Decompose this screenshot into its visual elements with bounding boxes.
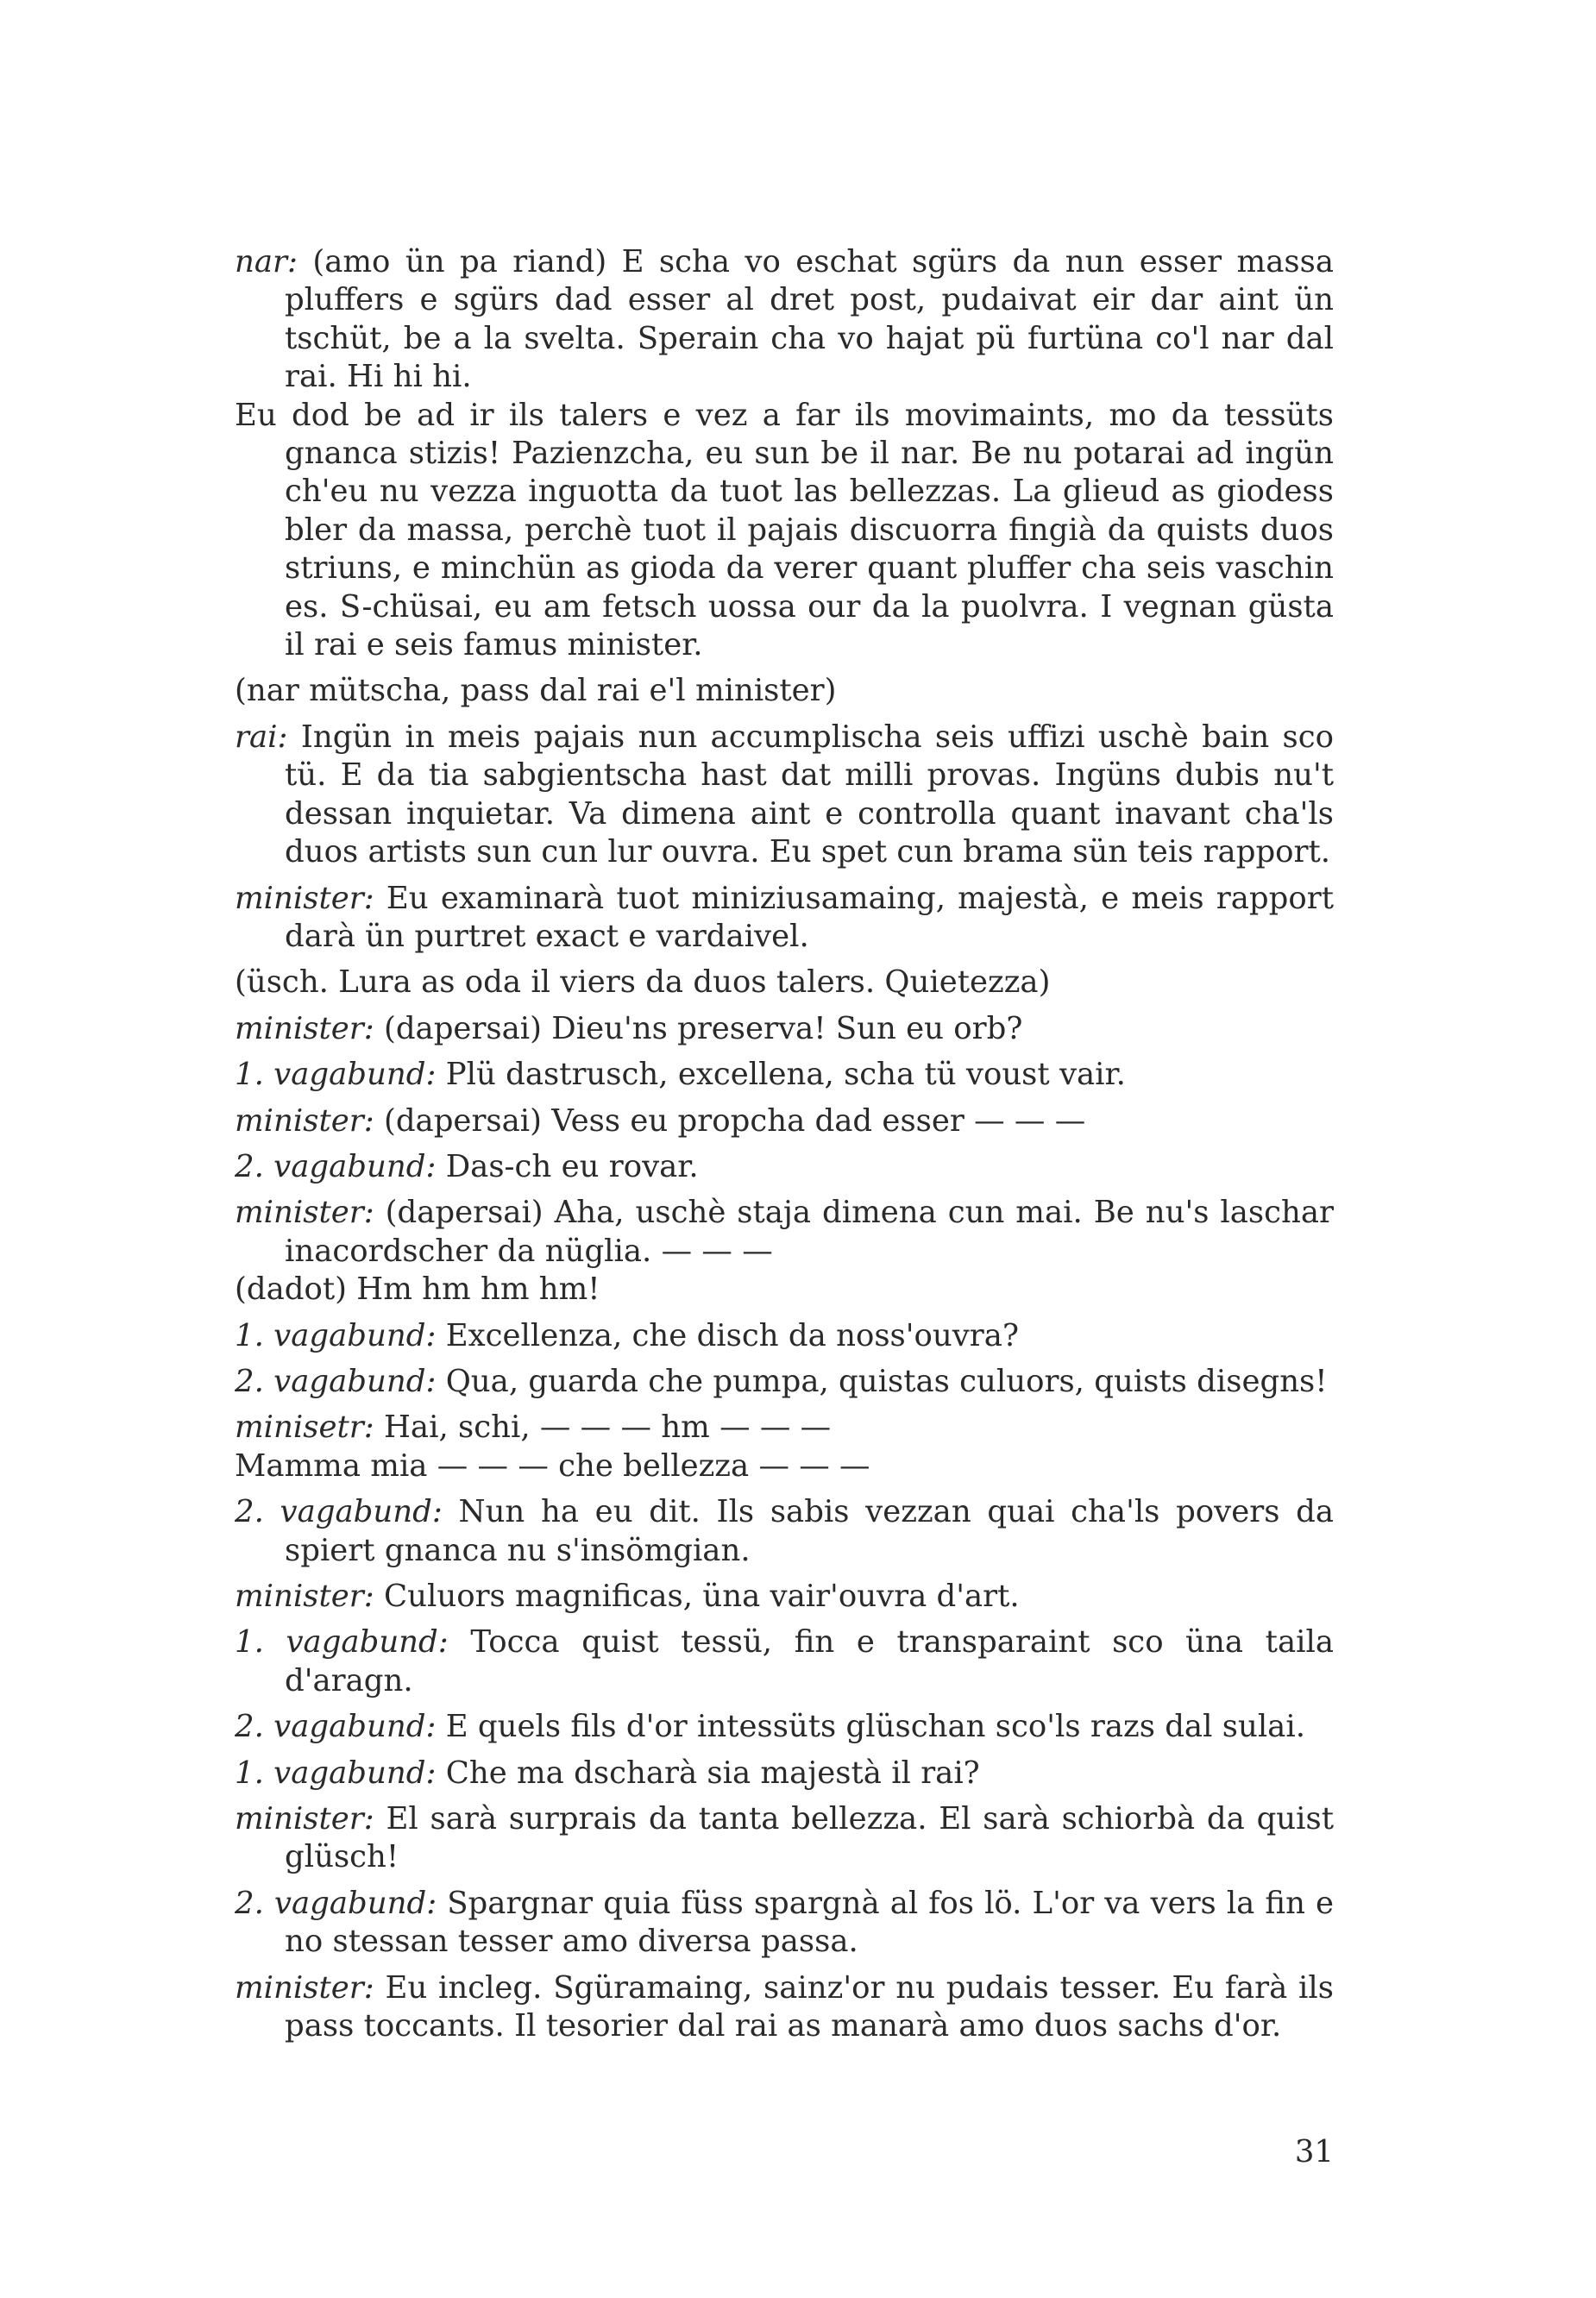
line-text: Ingün in meis pajais nun accumplischa seis uffizi uschè bain sco tü. E da tia sabgientscha hast dat milli provas. Ingüns dubis nu't dessan inquietar. Va dimena aint e controlla quant inavant cha'ls duos artists sun cun lur ouvra. Eu spet cun brama sün teis rapport. — [285, 719, 1335, 870]
speaker-label: 2. vagabund: — [235, 1363, 437, 1399]
speaker-label: minisetr: — [235, 1410, 374, 1446]
line-text: (dapersai) Dieu'ns preserva! Sun eu orb? — [383, 1010, 1023, 1046]
line-text: Tocca quist tessü, fin e transparaint sco üna taila d'aragn. — [285, 1624, 1334, 1698]
dialogue-line — [235, 1317, 1334, 1355]
dialogue-line — [235, 1493, 1334, 1570]
dialogue-line — [235, 1056, 1334, 1094]
speaker-label: minister: — [235, 1969, 374, 2006]
stage-direction — [235, 672, 1334, 710]
speaker-label: 1. vagabund: — [235, 1624, 449, 1661]
speaker-label: 1. vagabund: — [235, 1057, 437, 1093]
line-text: Che ma dscharà sia majestà il rai? — [445, 1755, 980, 1791]
dialogue-line — [235, 1578, 1334, 1616]
line-text: (amo ün pa riand) E scha vo eschat sgürs da nun esser massa pluffers e sgürs dad esser al dret post, pudaivat eir dar aint ün tschüt, be a la svelta. Sperain cha vo hajat pü furtüna co'l nar dal rai. Hi hi hi. — [285, 244, 1334, 395]
stage-direction — [235, 964, 1334, 1001]
dialogue-line — [235, 1708, 1334, 1746]
dialogue-line — [235, 243, 1334, 664]
speaker-label: minister: — [235, 1801, 374, 1837]
dialogue-line — [235, 1102, 1334, 1140]
play-script-text — [235, 243, 1334, 2053]
speaker-label: nar: — [235, 244, 298, 279]
dialogue-line — [235, 1755, 1334, 1793]
line-text: Spargnar quia füss spargnà al fos lö. L'or va vers la fin e no stessan tesser amo diversa passa. — [285, 1885, 1334, 1960]
speaker-label: 2. vagabund: — [235, 1494, 443, 1530]
line-text: Excellenza, che disch da noss'ouvra? — [445, 1317, 1019, 1353]
dialogue-line — [235, 1363, 1334, 1401]
line-text: Plü dastrusch, excellena, scha tü voust vair. — [445, 1057, 1126, 1093]
speaker-label: minister: — [235, 880, 374, 916]
dialogue-line — [235, 1885, 1334, 1962]
page-number: 31 — [1294, 2134, 1334, 2169]
line-text: Nun ha eu dit. Ils sabis vezzan quai cha'ls povers da spiert gnanca nu s'insömgian. — [285, 1494, 1334, 1568]
line-text: (dapersai) Aha, uschè staja dimena cun mai. Be nu's laschar inacordscher da nüglia. — — — — [285, 1195, 1334, 1269]
speaker-label: 2. vagabund: — [235, 1709, 437, 1745]
line-text: Hai, schi, — — — hm — — — — [383, 1410, 832, 1446]
line-text: Qua, guarda che pumpa, quistas culuors, quists disegns! — [445, 1363, 1328, 1399]
speaker-label: 2. vagabund: — [235, 1885, 437, 1921]
speaker-label: 1. vagabund: — [235, 1755, 437, 1791]
dialogue-line — [235, 1010, 1334, 1048]
line-continuation: (dadot) Hm hm hm hm! — [235, 1271, 600, 1308]
line-text: (nar mütscha, pass dal rai e'l minister) — [235, 673, 837, 709]
line-text: (üsch. Lura as oda il viers da duos talers. Quietezza) — [235, 964, 1051, 1001]
speaker-label: 1. vagabund: — [235, 1317, 437, 1353]
line-continuation: Mamma mia — — — che bellezza — — — — [235, 1447, 870, 1484]
line-text: E quels fils d'or intessüts glüschan sco'ls razs dal sulai. — [445, 1709, 1305, 1745]
line-continuation: Eu dod be ad ir ils talers e vez a far ils movimaints, mo da tessüts gnanca stizis! Pazienzcha, eu sun be il nar. Be nu potarai ad ingün ch'eu nu vezza inguotta da tuot las bellezzas. La glieud as giodess bler da massa, perchè tuot il pajais discuorra fingià da quists duos striuns, e minchün as gioda da verer quant pluffer cha seis vaschin es. S-chüsai, eu am fetsch uossa our da la puolvra. I vegnan güsta il rai e seis famus minister. — [235, 397, 1334, 663]
speaker-label: minister: — [235, 1195, 374, 1231]
line-text: El sarà surprais da tanta bellezza. El sarà schiorbà da quist glüsch! — [285, 1801, 1334, 1875]
dialogue-line — [235, 1194, 1334, 1309]
line-text: Eu examinarà tuot miniziusamaing, majestà, e meis rapport darà ün purtret exact e vardaivel. — [285, 880, 1334, 954]
speaker-label: rai: — [235, 719, 288, 755]
speaker-label: 2. vagabund: — [235, 1148, 437, 1184]
dialogue-line — [235, 1800, 1334, 1877]
line-text: Culuors magnificas, üna vair'ouvra d'art. — [383, 1579, 1020, 1614]
line-text: Eu incleg. Sgüramaing, sainz'or nu pudais tesser. Eu farà ils pass toccants. Il tesorier dal rai as manarà amo duos sachs d'or. — [285, 1969, 1334, 2044]
line-text: (dapersai) Vess eu propcha dad esser — — — — [383, 1102, 1086, 1139]
dialogue-line — [235, 1969, 1334, 2046]
dialogue-line — [235, 1148, 1334, 1186]
speaker-label: minister: — [235, 1010, 374, 1046]
dialogue-line — [235, 880, 1334, 957]
speaker-label: minister: — [235, 1102, 374, 1139]
dialogue-line — [235, 1623, 1334, 1700]
dialogue-line — [235, 719, 1334, 872]
dialogue-line — [235, 1409, 1334, 1485]
speaker-label: minister: — [235, 1579, 374, 1614]
line-text: Das-ch eu rovar. — [445, 1148, 699, 1184]
